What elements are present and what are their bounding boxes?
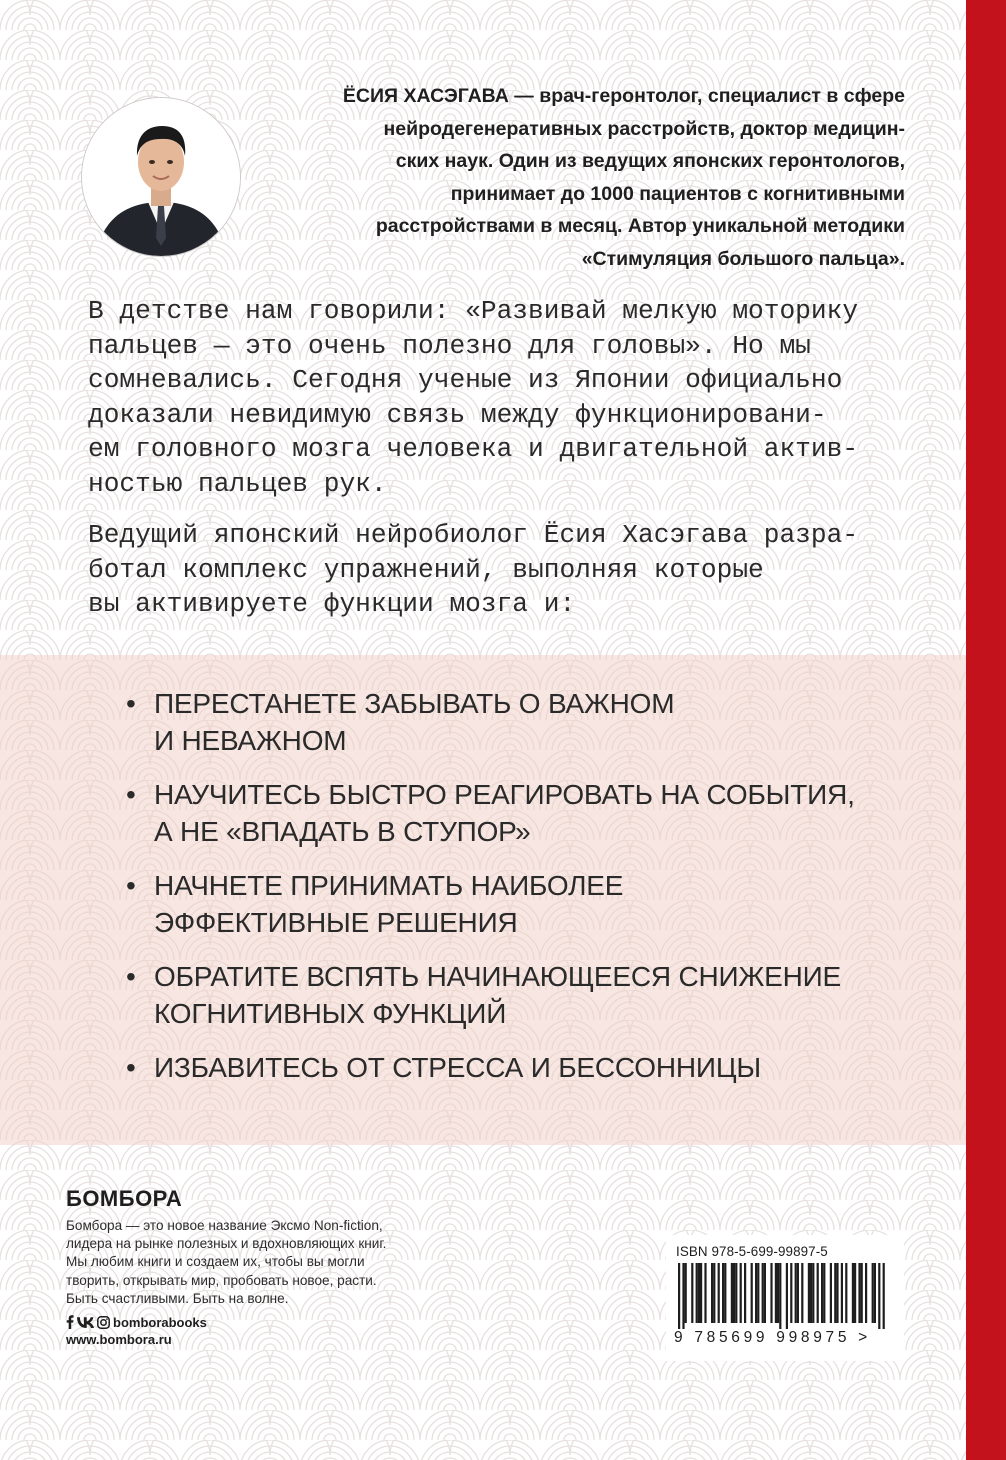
- benefit-line: ПЕРЕСТАНЕТЕ ЗАБЫВАТЬ О ВАЖНОМ: [154, 688, 675, 719]
- publisher-description-line: Мы любим книги и создаем их, чтобы вы могли: [66, 1254, 365, 1270]
- author-name: ЁСИЯ ХАСЭГАВА: [342, 85, 509, 107]
- barcode-bar: [834, 1263, 836, 1323]
- intro-paragraph: [88, 294, 888, 501]
- paragraph-line: сомневались. Сегодня ученые из Японии официально: [88, 365, 843, 395]
- vk-icon[interactable]: [77, 1317, 94, 1328]
- barcode-bar: [740, 1263, 742, 1323]
- paragraph-line: ностью пальцев рук.: [88, 468, 387, 499]
- barcode-bar: [845, 1263, 847, 1323]
- bullet-icon: •: [126, 779, 136, 810]
- barcode-bar: [808, 1263, 810, 1323]
- barcode-bar: [830, 1263, 832, 1323]
- benefit-line: НАУЧИТЕСЬ БЫСТРО РЕАГИРОВАТЬ НА СОБЫТИЯ,: [154, 779, 855, 810]
- author-bio-line: «Стимуляция большого пальца».: [581, 247, 905, 270]
- barcode-bar: [817, 1263, 819, 1323]
- barcode-bar: [678, 1263, 680, 1329]
- author-bio-line: ских наук. Один из ведущих японских геронтологов,: [395, 150, 905, 172]
- paragraph-line: доказали невидимую связь между функционировани-: [88, 399, 827, 430]
- author-bio-line: расстройствами в месяц. Автор уникальной методики: [375, 215, 905, 237]
- barcode-bar: [841, 1263, 843, 1323]
- barcode-bar: [698, 1263, 700, 1323]
- paragraph-line: В детстве нам говорили: «Развивай мелкую моторику: [88, 296, 859, 326]
- isbn-barcode: [666, 1235, 904, 1361]
- bullet-icon: •: [126, 961, 136, 992]
- barcode-bar: [872, 1263, 874, 1323]
- barcode-digits: 9 785699 998975 >: [674, 1329, 871, 1346]
- benefit-line: И НЕВАЖНОМ: [154, 725, 347, 756]
- method-paragraph: [88, 518, 888, 622]
- benefit-item: [126, 1049, 946, 1086]
- barcode-bar: [691, 1263, 693, 1323]
- barcode-bar: [861, 1263, 863, 1323]
- author-bio-line: принимает до 1000 пациентов с когнитивными: [450, 182, 905, 205]
- author-bio-line: нейродегенеративных расстройств, доктор медицин-: [383, 117, 905, 140]
- barcode-bar: [700, 1263, 702, 1323]
- barcode-bar: [711, 1263, 713, 1323]
- publisher-description-line: лидера на рынке полезных и вдохновляющих книг.: [66, 1236, 387, 1252]
- barcode-bar: [685, 1263, 687, 1323]
- red-spine-stripe: [966, 0, 1006, 1460]
- paragraph-line: пальцев — это очень полезно для головы». Но мы: [88, 330, 811, 361]
- benefit-item: [126, 867, 946, 941]
- benefit-line: НАЧНЕТЕ ПРИНИМАТЬ НАИБОЛЕЕ: [154, 870, 624, 901]
- barcode-bar: [878, 1263, 880, 1329]
- barcode-bar: [762, 1263, 764, 1323]
- barcode-bar: [852, 1263, 854, 1323]
- benefits-list: [126, 685, 946, 1103]
- barcode-bar: [786, 1263, 788, 1329]
- barcode-bar: [731, 1263, 733, 1323]
- publisher-description-line: Бомбора — это новое название Эксмо Non-fiction,: [66, 1218, 383, 1233]
- barcode-bar: [733, 1263, 735, 1323]
- paragraph-line: вы активируете функции мозга и:: [88, 589, 576, 619]
- author-bio: [265, 80, 905, 275]
- barcode-bar: [724, 1263, 726, 1323]
- benefit-item: [126, 958, 946, 1032]
- barcode-bars: [674, 1263, 896, 1329]
- barcode-bar: [744, 1263, 746, 1323]
- benefit-line: ОБРАТИТЕ ВСПЯТЬ НАЧИНАЮЩЕЕСЯ СНИЖЕНИЕ: [154, 961, 842, 992]
- publisher-description-line: творить, открывать мир, пробовать новое, расти.: [66, 1272, 377, 1288]
- paragraph-line: Ведущий японский нейробиолог Ёсия Хасэгава разра-: [88, 520, 859, 550]
- barcode-bar: [757, 1263, 759, 1323]
- bullet-icon: •: [126, 870, 136, 901]
- barcode-bar: [790, 1263, 792, 1323]
- author-bio-line: [265, 80, 905, 113]
- barcode-bar: [797, 1263, 799, 1323]
- barcode-bar: [718, 1263, 720, 1323]
- paragraph-line: ем головного мозга человека и двигательной актив-: [88, 434, 859, 464]
- barcode-bar: [755, 1263, 757, 1323]
- barcode-bar: [823, 1263, 825, 1323]
- facebook-icon[interactable]: [66, 1315, 74, 1329]
- paragraph-line: ботал комплекс упражнений, выполняя которые: [88, 554, 764, 585]
- benefit-item: [126, 776, 946, 850]
- isbn-label: ISBN 978-5-699-99897-5: [676, 1244, 828, 1259]
- publisher-description: [66, 1217, 486, 1308]
- publisher-description-line: Быть счастливыми. Быть на волне.: [66, 1290, 289, 1306]
- barcode-bar: [810, 1263, 812, 1323]
- barcode-bar: [775, 1263, 777, 1323]
- barcode-bar: [874, 1263, 876, 1323]
- barcode-bar: [836, 1263, 838, 1323]
- publisher-website[interactable]: www.bombora.ru: [66, 1332, 172, 1347]
- publisher-logo: БОМБОРА: [66, 1186, 183, 1211]
- social-handle[interactable]: bomborabooks: [113, 1314, 207, 1330]
- bullet-icon: •: [126, 688, 136, 719]
- barcode-bar: [801, 1263, 803, 1323]
- author-photo: [82, 98, 240, 256]
- barcode-bar: [751, 1263, 753, 1323]
- barcode-bar: [865, 1263, 867, 1323]
- barcode-bar: [696, 1263, 698, 1323]
- barcode-bar: [722, 1263, 724, 1323]
- benefit-line: А НЕ «ВПАДАТЬ В СТУПОР»: [154, 816, 531, 847]
- barcode-bar: [770, 1263, 772, 1323]
- barcode-bar: [713, 1263, 715, 1323]
- benefit-line: ИЗБАВИТЕСЬ ОТ СТРЕССА И БЕССОННИЦЫ: [154, 1052, 761, 1083]
- benefit-line: ЭФФЕКТИВНЫЕ РЕШЕНИЯ: [154, 907, 518, 938]
- barcode-bar: [812, 1263, 814, 1323]
- barcode-bar: [764, 1263, 766, 1323]
- barcode-bar: [854, 1263, 856, 1323]
- barcode-bar: [883, 1263, 885, 1329]
- benefit-line: КОГНИТИВНЫХ ФУНКЦИЙ: [154, 998, 507, 1029]
- benefit-item: [126, 685, 946, 759]
- social-links: [66, 1313, 207, 1331]
- barcode-bar: [779, 1263, 781, 1329]
- barcode-bar: [704, 1263, 706, 1323]
- barcode-bar: [682, 1263, 684, 1329]
- instagram-icon[interactable]: [97, 1316, 110, 1329]
- barcode-bar: [858, 1263, 860, 1323]
- barcode-bar: [777, 1263, 779, 1323]
- barcode-bar: [821, 1263, 823, 1323]
- barcode-bar: [795, 1263, 797, 1323]
- barcode-bar: [735, 1263, 737, 1323]
- author-bio-text: — врач-геронтолог, специалист в сфере: [508, 85, 905, 107]
- bullet-icon: •: [126, 1052, 136, 1083]
